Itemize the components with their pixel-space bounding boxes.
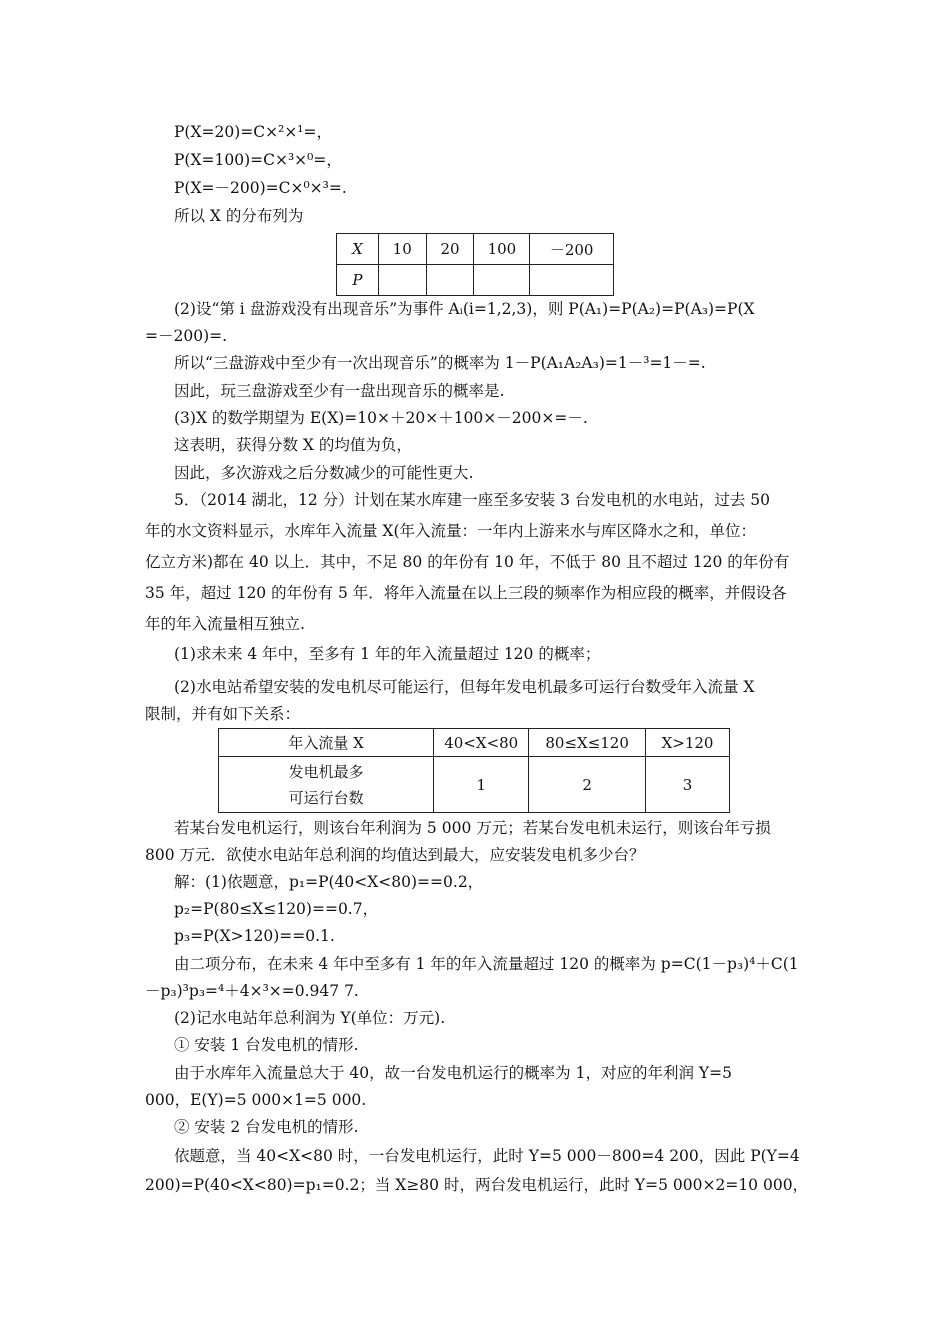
text-line: (1)求未来 4 年中，至多有 1 年的年入流量超过 120 的概率； bbox=[174, 645, 601, 663]
text-line: (3)X 的数学期望为 E(X)=10×＋20×＋100×－200×=－. bbox=[174, 409, 588, 427]
text-line: p₃=P(X>120)==0.1. bbox=[174, 927, 335, 945]
distribution-table bbox=[336, 233, 614, 296]
table-cell: 2 bbox=[529, 757, 646, 813]
text-line: (2)设“第 i 盘游戏没有出现音乐”为事件 Aᵢ(i=1,2,3)，则 P(A₁)=P(A₂)=P(A₃)=P(X bbox=[174, 300, 755, 318]
text-line: 限制，并有如下关系： bbox=[145, 705, 301, 723]
table-header-cell: 40<X<80 bbox=[434, 729, 529, 757]
text-line: 所以“三盘游戏中至少有一次出现音乐”的概率为 1－P(A₁A₂A₃)=1－³=1－=. bbox=[174, 354, 706, 372]
text-line: 200)=P(40<X<80)=p₁=0.2；当 X≥80 时，两台发电机运行，此时 Y=5 000×2=10 000， bbox=[145, 1176, 809, 1194]
text-line: (2)记水电站年总利润为 Y(单位：万元). bbox=[174, 1009, 446, 1027]
text-line: ② 安装 2 台发电机的情形. bbox=[174, 1118, 359, 1136]
table-row-label-line: 可运行台数 bbox=[288, 788, 364, 807]
table-header-cell: X bbox=[337, 234, 379, 265]
table-cell bbox=[378, 265, 426, 296]
text-line: =－200)=. bbox=[145, 327, 228, 345]
table-header-cell: 20 bbox=[426, 234, 474, 265]
text-line: －p₃)³p₃=⁴＋4×³×=0.947 7. bbox=[145, 982, 359, 1000]
table-header-cell: 100 bbox=[474, 234, 530, 265]
table-header-cell: 10 bbox=[378, 234, 426, 265]
table-header-cell: 年入流量 X bbox=[219, 729, 434, 757]
table-row-label: P bbox=[337, 265, 379, 296]
table-row-label bbox=[219, 757, 434, 813]
text-line: ① 安装 1 台发电机的情形. bbox=[174, 1036, 359, 1054]
text-line: 这表明，获得分数 X 的均值为负， bbox=[174, 436, 412, 454]
table-cell bbox=[474, 265, 530, 296]
table-cell bbox=[426, 265, 474, 296]
table-cell: 3 bbox=[646, 757, 730, 813]
text-line: 因此，玩三盘游戏至少有一盘出现音乐的概率是. bbox=[174, 382, 505, 400]
text-line: P(X=20)=C×²×¹=， bbox=[174, 123, 333, 141]
text-line: 因此，多次游戏之后分数减少的可能性更大. bbox=[174, 464, 474, 482]
text-line: P(X=－200)=C×⁰×³=. bbox=[174, 179, 347, 197]
text-line: P(X=100)=C×³×⁰=， bbox=[174, 151, 342, 169]
text-line: (2)水电站希望安装的发电机尽可能运行，但每年发电机最多可运行台数受年入流量 X bbox=[174, 678, 755, 696]
text-line: 所以 X 的分布列为 bbox=[174, 207, 304, 225]
table-cell: 1 bbox=[434, 757, 529, 813]
text-line: 由二项分布，在未来 4 年中至多有 1 年的年入流量超过 120 的概率为 p=C(1－p₃)⁴＋C(1 bbox=[174, 955, 799, 973]
table-header-cell: －200 bbox=[530, 234, 614, 265]
table-header-cell: X>120 bbox=[646, 729, 730, 757]
solution-text: 解：(1)依题意，p₁=P(40<X<80)==0.2， bbox=[174, 873, 484, 891]
flow-capacity-table bbox=[218, 728, 730, 813]
text-line: 依题意，当 40<X<80 时，一台发电机运行，此时 Y=5 000－800=4 200，因此 P(Y=4 bbox=[174, 1147, 800, 1165]
text-line: 亿立方米)都在 40 以上．其中，不足 80 的年份有 10 年，不低于 80 且不超过 120 的年份有 bbox=[145, 553, 790, 571]
text-line: 年的年入流量相互独立. bbox=[145, 615, 305, 633]
text-line: p₂=P(80≤X≤120)==0.7， bbox=[174, 900, 379, 918]
problem-5-text: 5．（2014 湖北，12 分）计划在某水库建一座至多安装 3 台发电机的水电站，过去 50 bbox=[174, 491, 771, 509]
table-row-label-line: 发电机最多 bbox=[288, 762, 364, 781]
table-header-cell: 80≤X≤120 bbox=[529, 729, 646, 757]
table-cell bbox=[530, 265, 614, 296]
text-line: 000，E(Y)=5 000×1=5 000. bbox=[145, 1091, 367, 1109]
text-line: 800 万元．欲使水电站年总利润的均值达到最大，应安装发电机多少台？ bbox=[145, 846, 645, 864]
text-line: 若某台发电机运行，则该台年利润为 5 000 万元；若某台发电机未运行，则该台年亏损 bbox=[174, 819, 771, 837]
text-line: 35 年，超过 120 的年份有 5 年．将年入流量在以上三段的频率作为相应段的概率，并假设各 bbox=[145, 584, 787, 602]
text-line: 由于水库年入流量总大于 40，故一台发电机运行的概率为 1，对应的年利润 Y=5 bbox=[174, 1064, 732, 1082]
text-line: 年的水文资料显示，水库年入流量 X(年入流量：一年内上游来水与库区降水之和，单位： bbox=[145, 522, 757, 540]
